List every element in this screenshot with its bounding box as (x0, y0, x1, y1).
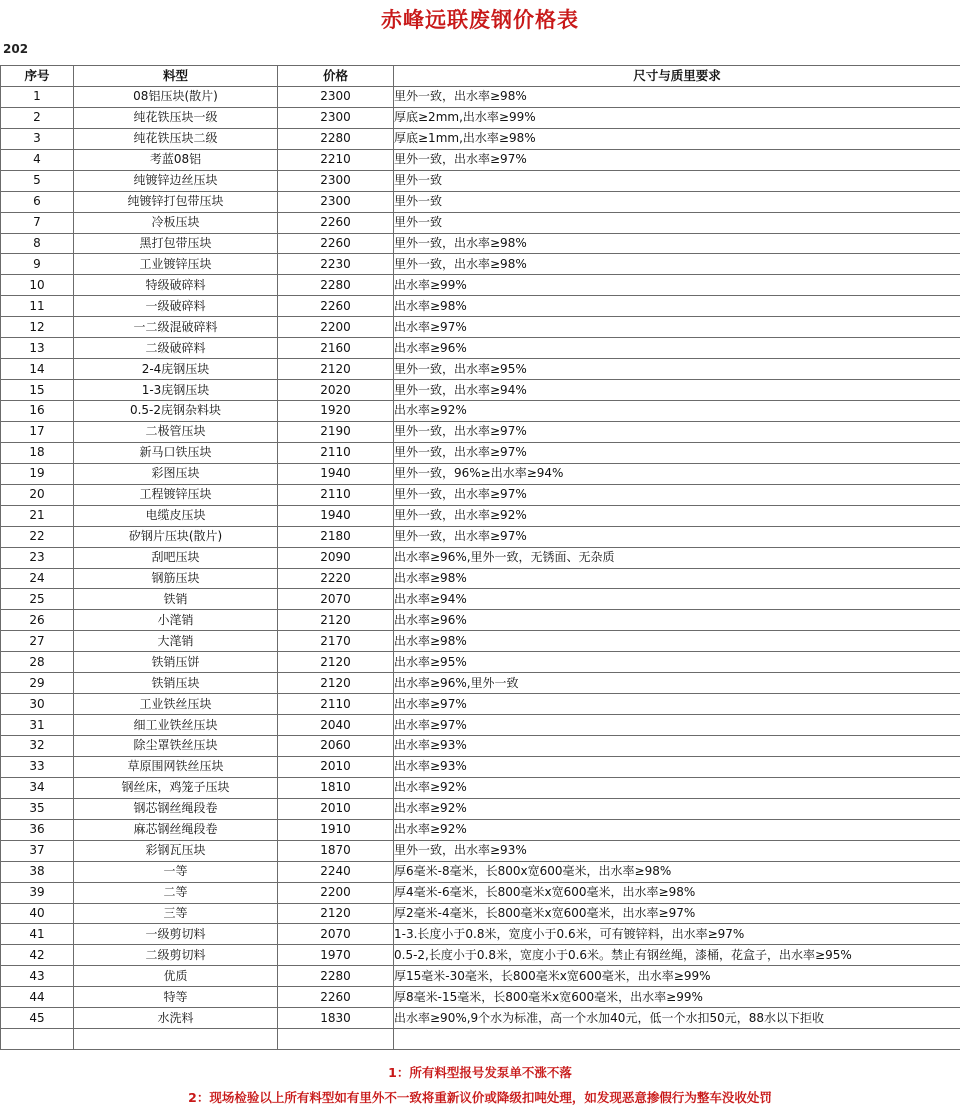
cell-no: 31 (1, 715, 74, 736)
cell-no: 32 (1, 736, 74, 757)
cell-price: 2170 (278, 631, 394, 652)
cell-no: 42 (1, 945, 74, 966)
cell-material: 冷板压块 (74, 212, 278, 233)
cell-requirement: 出水率≥97% (394, 715, 960, 736)
cell-material: 一级破碎料 (74, 296, 278, 317)
table-row (1, 631, 960, 652)
cell-price: 2260 (278, 212, 394, 233)
cell-price: 2300 (278, 86, 394, 107)
note-2: 2：现场检验以上所有料型如有里外不一致将重新议价或降级扣吨处理，如发现恶意掺假行为整车没收处罚 (188, 1090, 772, 1105)
header-requirement: 尺寸与质里要求 (394, 66, 960, 87)
table-row (1, 1008, 960, 1029)
cell-material: 铁销压块 (74, 673, 278, 694)
table-row (1, 777, 960, 798)
cell-requirement: 0.5-2,长度小于0.8米，宽度小于0.6米。禁止有钢丝绳，漆桶，花盒子，出水率≥95% (394, 945, 960, 966)
cell-price: 2300 (278, 191, 394, 212)
cell-requirement: 出水率≥92% (394, 798, 960, 819)
cell-material: 矽钢片压块(散片) (74, 526, 278, 547)
cell-no: 14 (1, 359, 74, 380)
cell-material: 工程镀锌压块 (74, 484, 278, 505)
cell-price: 2110 (278, 694, 394, 715)
cell-material: 小滗销 (74, 610, 278, 631)
table-row (1, 610, 960, 631)
cell-no: 39 (1, 882, 74, 903)
table-row (1, 798, 960, 819)
cell-material: 2-4庑钢压块 (74, 359, 278, 380)
cell-requirement: 出水率≥92% (394, 777, 960, 798)
cell-no: 41 (1, 924, 74, 945)
cell-price: 2010 (278, 756, 394, 777)
cell-no: 27 (1, 631, 74, 652)
cell-material: 一等 (74, 861, 278, 882)
cell-requirement: 1-3.长度小于0.8米，宽度小于0.6米，可有镀锌料，出水率≥97% (394, 924, 960, 945)
empty-cell (278, 1029, 394, 1050)
cell-requirement: 厚15毫米-30毫米，长800毫米x宽600毫米，出水率≥99% (394, 966, 960, 987)
cell-price: 2240 (278, 861, 394, 882)
cell-requirement: 里外一致，出水率≥97% (394, 421, 960, 442)
cell-material: 新马口铁压块 (74, 442, 278, 463)
cell-price: 2210 (278, 149, 394, 170)
cell-price: 2260 (278, 296, 394, 317)
table-row (1, 212, 960, 233)
header-no: 序号 (1, 66, 74, 87)
cell-material: 草原围网铁丝压块 (74, 756, 278, 777)
cell-material: 工业镀锌压块 (74, 254, 278, 275)
cell-price: 2190 (278, 421, 394, 442)
cell-requirement: 出水率≥92% (394, 819, 960, 840)
cell-price: 2230 (278, 254, 394, 275)
header-material: 料型 (74, 66, 278, 87)
cell-requirement: 里外一致，出水率≥97% (394, 484, 960, 505)
cell-requirement: 出水率≥95% (394, 652, 960, 673)
cell-no: 35 (1, 798, 74, 819)
cell-requirement: 里外一致 (394, 212, 960, 233)
cell-material: 纯花铁压块二级 (74, 128, 278, 149)
cell-price: 2020 (278, 380, 394, 401)
cell-no: 2 (1, 107, 74, 128)
cell-requirement: 出水率≥94% (394, 589, 960, 610)
cell-no: 3 (1, 128, 74, 149)
cell-material: 钢筋压块 (74, 568, 278, 589)
table-row (1, 903, 960, 924)
cell-requirement: 厚8毫米-15毫米，长800毫米x宽600毫米，出水率≥99% (394, 987, 960, 1008)
cell-requirement: 出水率≥96%,里外一致 (394, 673, 960, 694)
cell-price: 2010 (278, 798, 394, 819)
cell-requirement: 里外一致，出水率≥94% (394, 380, 960, 401)
table-row (1, 736, 960, 757)
cell-no: 45 (1, 1008, 74, 1029)
cell-no: 11 (1, 296, 74, 317)
cell-no: 19 (1, 463, 74, 484)
table-row (1, 861, 960, 882)
cell-no: 20 (1, 484, 74, 505)
table-row (1, 966, 960, 987)
cell-material: 二级剪切料 (74, 945, 278, 966)
cell-price: 1910 (278, 819, 394, 840)
cell-price: 1920 (278, 401, 394, 422)
table-row (1, 882, 960, 903)
cell-no: 7 (1, 212, 74, 233)
cell-requirement: 出水率≥97% (394, 317, 960, 338)
cell-material: 08铝压块(散片) (74, 86, 278, 107)
cell-requirement: 厚4毫米-6毫米，长800毫米x宽600毫米，出水率≥98% (394, 882, 960, 903)
cell-requirement: 里外一致，96%≥出水率≥94% (394, 463, 960, 484)
cell-no: 17 (1, 421, 74, 442)
table-row (1, 275, 960, 296)
table-row (1, 987, 960, 1008)
cell-price: 2120 (278, 903, 394, 924)
cell-requirement: 出水率≥93% (394, 756, 960, 777)
cell-price: 2280 (278, 275, 394, 296)
cell-price: 1940 (278, 463, 394, 484)
cell-requirement: 厚2毫米-4毫米，长800毫米x宽600毫米，出水率≥97% (394, 903, 960, 924)
cell-requirement: 厚底≥2mm,出水率≥99% (394, 107, 960, 128)
table-row (1, 819, 960, 840)
cell-price: 2040 (278, 715, 394, 736)
table-row (1, 254, 960, 275)
cell-no: 5 (1, 170, 74, 191)
cell-no: 37 (1, 840, 74, 861)
cell-no: 9 (1, 254, 74, 275)
cell-no: 13 (1, 338, 74, 359)
table-row (1, 568, 960, 589)
cell-material: 0.5-2庑钢杂料块 (74, 401, 278, 422)
table-row (1, 756, 960, 777)
cell-requirement: 里外一致，出水率≥97% (394, 526, 960, 547)
cell-price: 1870 (278, 840, 394, 861)
table-row (1, 296, 960, 317)
table-row (1, 149, 960, 170)
cell-price: 2300 (278, 170, 394, 191)
cell-requirement: 里外一致，出水率≥93% (394, 840, 960, 861)
cell-material: 二等 (74, 882, 278, 903)
cell-requirement: 里外一致，出水率≥95% (394, 359, 960, 380)
cell-material: 优质 (74, 966, 278, 987)
cell-requirement: 出水率≥99% (394, 275, 960, 296)
table-row (1, 673, 960, 694)
cell-material: 铁销 (74, 589, 278, 610)
cell-no: 40 (1, 903, 74, 924)
cell-price: 2160 (278, 338, 394, 359)
cell-material: 一级剪切料 (74, 924, 278, 945)
table-row (1, 924, 960, 945)
cell-material: 电缆皮压块 (74, 505, 278, 526)
cell-material: 考蓝08铝 (74, 149, 278, 170)
cell-price: 2280 (278, 966, 394, 987)
cell-requirement: 出水率≥96% (394, 610, 960, 631)
table-row-empty (1, 1029, 960, 1050)
cell-no: 24 (1, 568, 74, 589)
cell-price: 2070 (278, 589, 394, 610)
date-label: 202 (3, 42, 29, 56)
table-row (1, 694, 960, 715)
cell-no: 26 (1, 610, 74, 631)
cell-requirement: 里外一致，出水率≥92% (394, 505, 960, 526)
table-row (1, 86, 960, 107)
cell-no: 1 (1, 86, 74, 107)
cell-price: 1940 (278, 505, 394, 526)
cell-no: 34 (1, 777, 74, 798)
cell-price: 2090 (278, 547, 394, 568)
cell-requirement: 出水率≥93% (394, 736, 960, 757)
cell-price: 2300 (278, 107, 394, 128)
table-row (1, 128, 960, 149)
cell-price: 2200 (278, 882, 394, 903)
table-row (1, 840, 960, 861)
cell-no: 10 (1, 275, 74, 296)
cell-requirement: 厚6毫米-8毫米，长800x宽600毫米，出水率≥98% (394, 861, 960, 882)
cell-no: 43 (1, 966, 74, 987)
cell-material: 大滗销 (74, 631, 278, 652)
table-row (1, 421, 960, 442)
cell-requirement: 里外一致 (394, 170, 960, 191)
cell-requirement: 里外一致，出水率≥97% (394, 149, 960, 170)
table-body (1, 86, 960, 1049)
cell-no: 33 (1, 756, 74, 777)
note-1: 1：所有料型报号发泵单不涨不落 (388, 1065, 572, 1080)
cell-price: 2120 (278, 652, 394, 673)
cell-price: 2060 (278, 736, 394, 757)
cell-no: 18 (1, 442, 74, 463)
cell-requirement: 厚底≥1mm,出水率≥98% (394, 128, 960, 149)
cell-price: 2120 (278, 673, 394, 694)
cell-price: 2180 (278, 526, 394, 547)
cell-price: 2200 (278, 317, 394, 338)
cell-requirement: 里外一致，出水率≥98% (394, 233, 960, 254)
cell-price: 2220 (278, 568, 394, 589)
cell-price: 2110 (278, 484, 394, 505)
cell-price: 2120 (278, 610, 394, 631)
cell-material: 纯镀锌打包带压块 (74, 191, 278, 212)
header-price: 价格 (278, 66, 394, 87)
cell-requirement: 里外一致，出水率≥97% (394, 442, 960, 463)
cell-requirement: 出水率≥92% (394, 401, 960, 422)
table-row (1, 463, 960, 484)
cell-price: 1970 (278, 945, 394, 966)
cell-requirement: 出水率≥98% (394, 296, 960, 317)
cell-no: 36 (1, 819, 74, 840)
cell-no: 15 (1, 380, 74, 401)
table-row (1, 107, 960, 128)
table-row (1, 526, 960, 547)
cell-price: 2120 (278, 359, 394, 380)
cell-no: 38 (1, 861, 74, 882)
cell-requirement: 里外一致，出水率≥98% (394, 254, 960, 275)
table-row (1, 191, 960, 212)
cell-material: 彩图压块 (74, 463, 278, 484)
cell-requirement: 出水率≥96% (394, 338, 960, 359)
cell-material: 水洗料 (74, 1008, 278, 1029)
table-header-row (1, 66, 960, 87)
cell-no: 25 (1, 589, 74, 610)
cell-material: 三等 (74, 903, 278, 924)
page-title: 赤峰远联废钢价格表 (381, 7, 579, 32)
cell-material: 细工业铁丝压块 (74, 715, 278, 736)
cell-price: 2280 (278, 128, 394, 149)
cell-material: 麻芯钢丝绳段卷 (74, 819, 278, 840)
table-row (1, 338, 960, 359)
cell-no: 29 (1, 673, 74, 694)
cell-price: 2260 (278, 233, 394, 254)
cell-price: 2260 (278, 987, 394, 1008)
table-row (1, 233, 960, 254)
cell-material: 一二级混破碎料 (74, 317, 278, 338)
table-row (1, 589, 960, 610)
cell-material: 二极管压块 (74, 421, 278, 442)
cell-material: 纯花铁压块一级 (74, 107, 278, 128)
empty-cell (74, 1029, 278, 1050)
cell-material: 钢芯钢丝绳段卷 (74, 798, 278, 819)
cell-no: 23 (1, 547, 74, 568)
cell-price: 1810 (278, 777, 394, 798)
cell-requirement: 出水率≥98% (394, 631, 960, 652)
cell-no: 30 (1, 694, 74, 715)
cell-no: 4 (1, 149, 74, 170)
cell-material: 1-3庑钢压块 (74, 380, 278, 401)
table-row (1, 442, 960, 463)
table-row (1, 547, 960, 568)
cell-requirement: 里外一致 (394, 191, 960, 212)
cell-requirement: 出水率≥97% (394, 694, 960, 715)
cell-material: 铁销压饼 (74, 652, 278, 673)
cell-material: 钢丝床，鸡笼子压块 (74, 777, 278, 798)
cell-material: 纯镀锌边丝压块 (74, 170, 278, 191)
cell-material: 工业铁丝压块 (74, 694, 278, 715)
table-row (1, 652, 960, 673)
table-row (1, 317, 960, 338)
cell-price: 2110 (278, 442, 394, 463)
cell-price: 1830 (278, 1008, 394, 1029)
table-row (1, 484, 960, 505)
cell-no: 12 (1, 317, 74, 338)
table-row (1, 359, 960, 380)
cell-no: 22 (1, 526, 74, 547)
table-row (1, 945, 960, 966)
cell-material: 刮吧压块 (74, 547, 278, 568)
cell-no: 8 (1, 233, 74, 254)
cell-material: 除尘罩铁丝压块 (74, 736, 278, 757)
cell-no: 44 (1, 987, 74, 1008)
empty-cell (1, 1029, 74, 1050)
table-row (1, 505, 960, 526)
cell-no: 21 (1, 505, 74, 526)
cell-requirement: 出水率≥90%,9个水为标准，高一个水加40元，低一个水扣50元，88水以下拒收 (394, 1008, 960, 1029)
price-table (0, 65, 960, 1050)
cell-material: 二级破碎料 (74, 338, 278, 359)
table-row (1, 170, 960, 191)
cell-material: 彩钢瓦压块 (74, 840, 278, 861)
empty-cell (394, 1029, 960, 1050)
cell-requirement: 里外一致，出水率≥98% (394, 86, 960, 107)
table-row (1, 715, 960, 736)
cell-no: 28 (1, 652, 74, 673)
cell-material: 黑打包带压块 (74, 233, 278, 254)
cell-price: 2070 (278, 924, 394, 945)
cell-material: 特等 (74, 987, 278, 1008)
cell-no: 6 (1, 191, 74, 212)
cell-material: 特级破碎料 (74, 275, 278, 296)
cell-requirement: 出水率≥98% (394, 568, 960, 589)
cell-requirement: 出水率≥96%,里外一致，无锈面、无杂质 (394, 547, 960, 568)
cell-no: 16 (1, 401, 74, 422)
table-row (1, 380, 960, 401)
table-row (1, 401, 960, 422)
